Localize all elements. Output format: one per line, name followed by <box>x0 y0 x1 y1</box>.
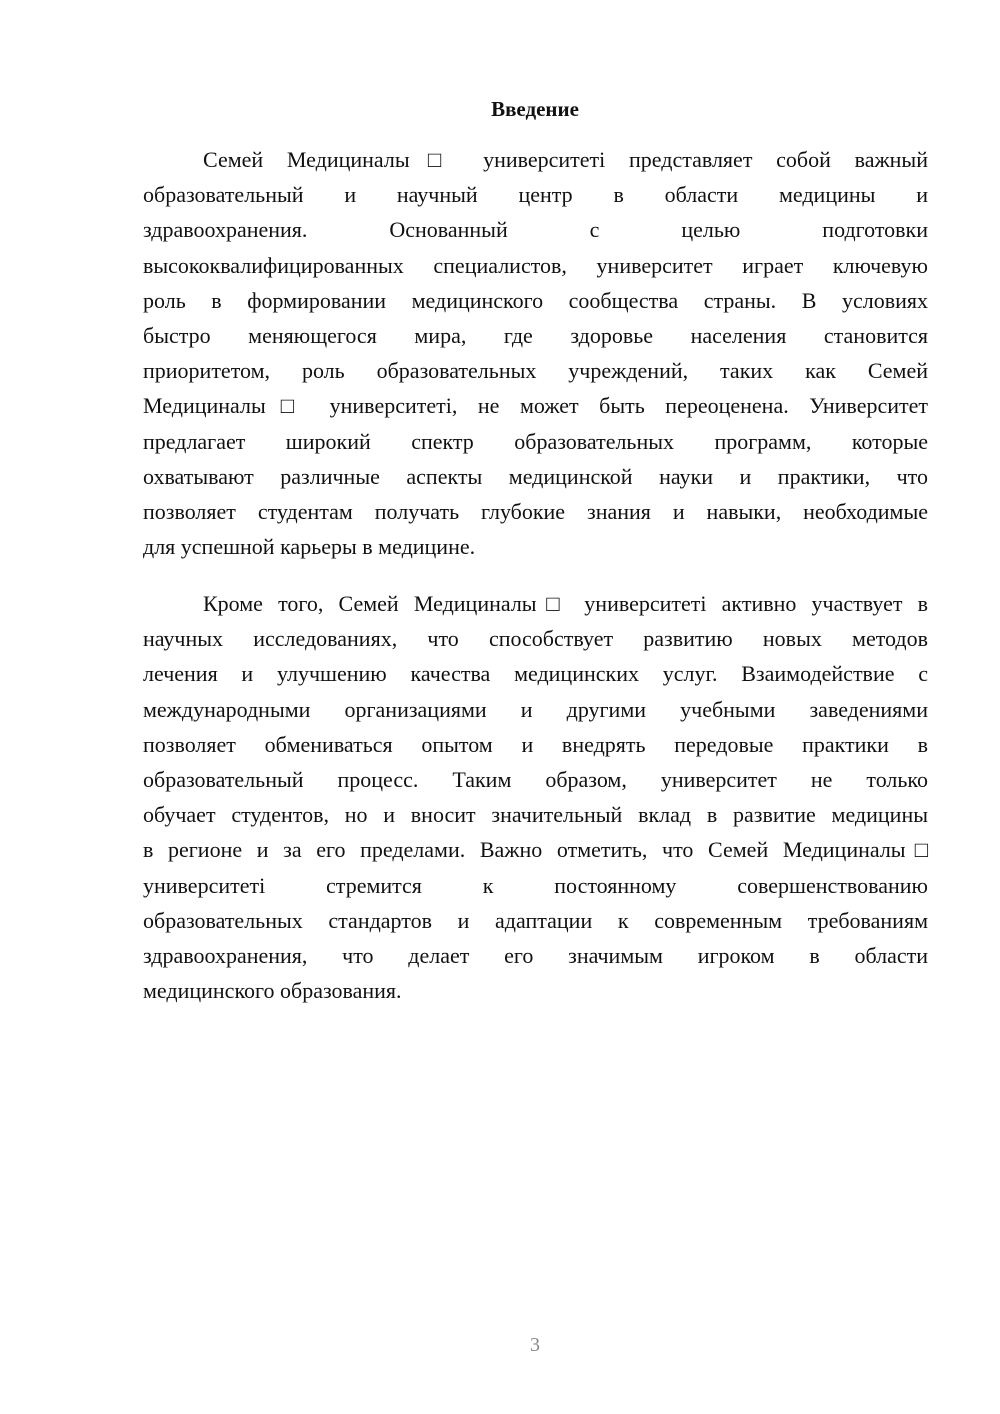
text-line: медицинского образования. <box>143 978 402 1004</box>
text-line: обучает студентов, но и вносит значительный вклад в развитие медицины <box>143 802 928 828</box>
text-line: образовательный и научный центр в области медицины и <box>143 182 928 208</box>
text-line: роль в формировании медицинского сообщества страны. В условиях <box>143 287 928 313</box>
text-line: предлагает широкий спектр образовательных программ, которые <box>143 428 928 454</box>
section-title: Введение <box>491 97 579 121</box>
text-line: научных исследованиях, что способствует развитию новых методов <box>143 626 928 652</box>
text-line: позволяет студентам получать глубокие знания и навыки, необходимые <box>143 498 928 524</box>
text-line: университеті стремится к постоянному совершенствованию <box>143 872 928 898</box>
text-line: охватывают различные аспекты медицинской науки и практики, что <box>143 463 928 489</box>
text-line: международными организациями и другими учебными заведениями <box>143 696 928 722</box>
text-line: Семей Медициналы□ университеті представляет собой важный <box>203 147 928 172</box>
text-line: здравоохранения. Основанный с целью подготовки <box>143 217 928 243</box>
text-line: лечения и улучшению качества медицинских услуг. Взаимодействие с <box>143 661 928 687</box>
text-line: для успешной карьеры в медицине. <box>143 534 476 560</box>
text-line: приоритетом, роль образовательных учреждений, таких как Семей <box>143 358 928 384</box>
page-number: 3 <box>530 1334 540 1356</box>
text-line: Кроме того, Семей Медициналы□ университеті активно участвует в <box>203 591 928 616</box>
text-line: высококвалифицированных специалистов, университет играет ключевую <box>143 252 928 278</box>
paragraph-2 <box>143 586 928 1008</box>
text-line: образовательных стандартов и адаптации к современным требованиям <box>143 907 928 933</box>
paragraph-1 <box>143 142 928 564</box>
text-line: быстро меняющегося мира, где здоровье населения становится <box>143 322 928 348</box>
text-line: здравоохранения, что делает его значимым игроком в области <box>143 942 928 968</box>
text-line: Медициналы□ университеті, не может быть переоценена. Университет <box>143 393 928 419</box>
text-line: позволяет обмениваться опытом и внедрять передовые практики в <box>143 731 928 757</box>
text-line: образовательный процесс. Таким образом, университет не только <box>143 766 928 792</box>
text-line: в регионе и за его пределами. Важно отметить, что Семей Медициналы□ <box>143 837 928 863</box>
